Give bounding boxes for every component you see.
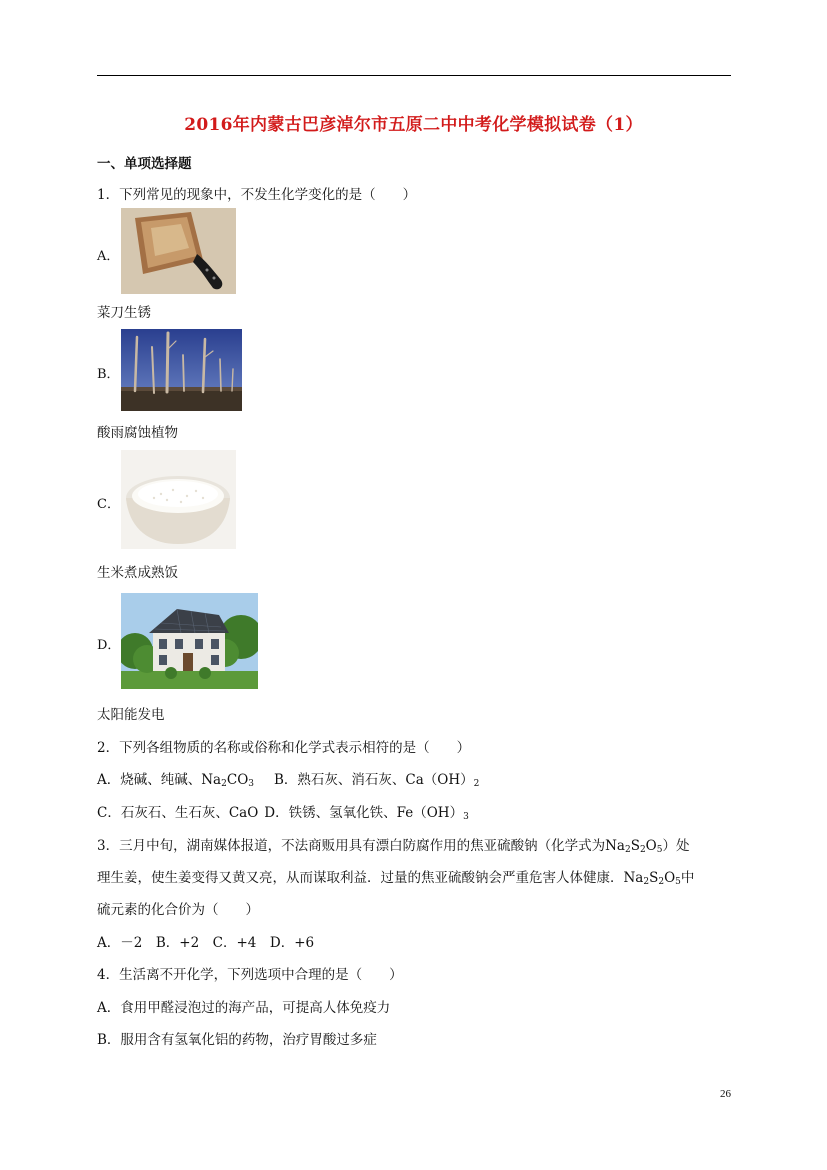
header-rule bbox=[97, 75, 731, 76]
question-1-stem: 1．下列常见的现象中，不发生化学变化的是（ ） bbox=[97, 187, 417, 203]
question-4-option-a: A．食用甲醛浸泡过的海产品，可提高人体免疫力 bbox=[97, 1000, 391, 1016]
question-2-option-c: C．石灰石、生石灰、CaO bbox=[97, 805, 259, 821]
option-c-letter: C． bbox=[97, 497, 120, 512]
option-a-caption: 菜刀生锈 bbox=[97, 305, 151, 321]
question-4-option-b: B．服用含有氢氧化铝的药物，治疗胃酸过多症 bbox=[97, 1032, 377, 1048]
question-3-line-2: 理生姜，使生姜变得又黄又亮，从而谋取利益．过量的焦亚硫酸钠会严重危害人体健康．$Na_2S_2O_5$中 bbox=[97, 870, 695, 887]
question-4-stem: 4．生活离不开化学，下列选项中合理的是（ ） bbox=[97, 967, 403, 983]
question-2-stem: 2．下列各组物质的名称或俗称和化学式表示相符的是（ ） bbox=[97, 740, 471, 756]
option-b-letter: B． bbox=[97, 367, 120, 382]
solar-house-photo bbox=[121, 593, 258, 689]
question-2-options-row2 bbox=[97, 801, 469, 822]
rusty-cleaver-photo bbox=[121, 208, 236, 294]
section-heading: 一、单项选择题 bbox=[97, 156, 192, 172]
option-a-letter: A． bbox=[97, 249, 120, 264]
rice-bowl-photo bbox=[121, 450, 236, 549]
question-2-option-d: D．铁锈、氢氧化铁、$Fe(OH)_3$ bbox=[264, 805, 469, 822]
question-3-line-1: 3．三月中旬，湖南媒体报道，不法商贩用具有漂白防腐作用的焦亚硫酸钠（化学式为$Na_2S_2O_5$）处 bbox=[97, 838, 690, 855]
question-2-option-b: B．熟石灰、消石灰、$Ca(OH)_2$ bbox=[274, 772, 480, 789]
option-b-caption: 酸雨腐蚀植物 bbox=[97, 425, 178, 441]
page-title: 2016年内蒙古巴彦淖尔市五原二中中考化学模拟试卷（1） bbox=[184, 115, 643, 135]
question-2-options-row1 bbox=[97, 768, 479, 789]
dead-forest-photo bbox=[121, 329, 242, 411]
question-3-options: A．－2 B．+2 C．+4 D．+6 bbox=[97, 935, 315, 951]
option-d-caption: 太阳能发电 bbox=[97, 707, 165, 723]
page-number: 26 bbox=[720, 1088, 731, 1100]
question-3-line-3: 硫元素的化合价为（ ） bbox=[97, 902, 259, 918]
option-d-letter: D． bbox=[97, 638, 121, 653]
option-c-caption: 生米煮成熟饭 bbox=[97, 565, 178, 581]
question-2-option-a: A．烧碱、纯碱、$Na_2CO_3$ bbox=[97, 772, 254, 789]
